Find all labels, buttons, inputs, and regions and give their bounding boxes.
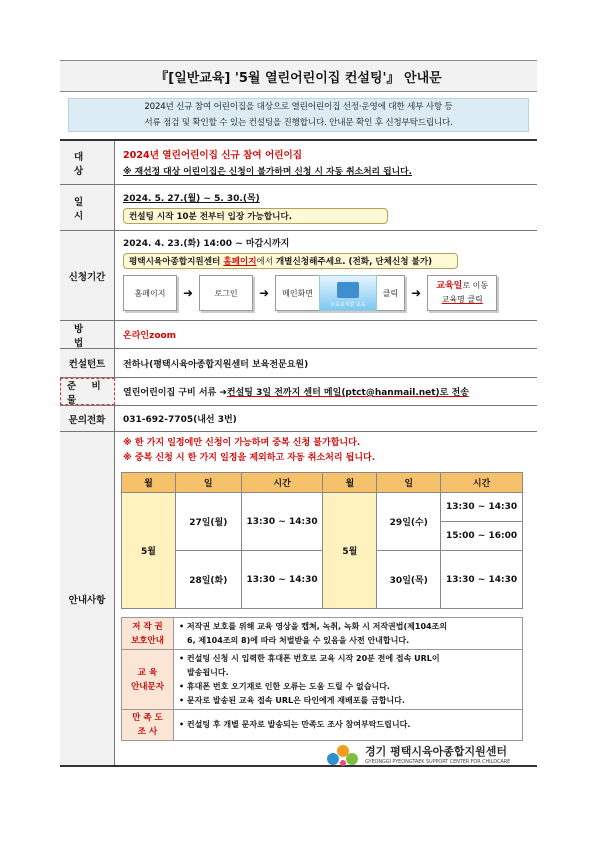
step-final (427, 275, 497, 311)
label-prep: 준 비 물 (60, 378, 115, 405)
final-click-name: 교육명 클릭 (441, 295, 483, 304)
note-label-2: 안내문자 (131, 681, 164, 692)
step-click-label: 클릭 (382, 288, 399, 298)
note-label-1: 만 족 도 (132, 713, 163, 723)
note-text (174, 710, 522, 740)
row-apply (60, 231, 537, 321)
label-date: 일 시 (60, 185, 115, 230)
schedule-table (121, 472, 523, 609)
final-move: 로 이동 (462, 281, 489, 290)
th-day-2: 일 (377, 473, 441, 493)
apply-note-pre: 평택시육아종합지원센터 (129, 257, 224, 267)
label-apply: 신청기간 (60, 231, 115, 320)
app-caption: 보육교직원 교육 (330, 302, 366, 308)
final-edu-day: 교육일 (436, 281, 463, 291)
day-cell: 27일(월) (175, 493, 241, 551)
row-target (60, 141, 537, 185)
arrow-icon: ➜ (411, 286, 422, 300)
note-label-2: 보호안내 (131, 635, 164, 646)
apply-note-individual: 개별신청 (275, 257, 310, 267)
intro-box (68, 98, 529, 132)
apply-note-post: 해주세요. (전화, 단체신청 불가) (309, 257, 433, 267)
page-title: 『[일반교육] '5월 열린어린이집 컨설팅'』 안내문 (60, 60, 537, 92)
consultant-value: 전하나(평택시육아종합지원센터 보육전문요원) (123, 359, 309, 370)
center-logo-icon (325, 739, 361, 769)
note-copyright (122, 618, 522, 650)
apply-flow (123, 275, 529, 311)
time-cell: 13:30 ~ 14:30 (241, 493, 323, 551)
label-target: 대 상 (60, 141, 115, 184)
time-cell: 13:30 ~ 14:30 (241, 551, 323, 609)
apply-note-mid: 에서 (256, 257, 276, 267)
apply-note (123, 253, 458, 269)
step-main-label: 메인화면 (282, 288, 314, 298)
note-text (174, 650, 522, 709)
apply-main: 2024. 4. 23.(화) 14:00 ~ 마감시까지 (123, 239, 290, 249)
apply-note-homepage: 홈페이지 (223, 257, 257, 267)
month-cell-2: 5월 (323, 493, 377, 609)
step-homepage: 홈페이지 (123, 275, 177, 311)
notes-box (121, 617, 523, 741)
time-cell: 13:30 ~ 14:30 (441, 493, 523, 522)
th-month-2: 월 (323, 473, 377, 493)
note-text (174, 618, 522, 649)
label-guide: 안내사항 (60, 432, 115, 765)
target-note: ※ 재선정 대상 어린이집은 신청이 불가하며 신청 시 자동 취소처리 됩니다. (123, 167, 412, 177)
row-method (60, 321, 537, 349)
target-main: 2024년 열린어린이집 신규 참여 어린이집 (123, 150, 303, 161)
intro-line-1: 2024년 신규 참여 어린이집을 대상으로 열린어린이집 선정·운영에 대한 세부 사항 등 (144, 102, 453, 112)
month-cell: 5월 (122, 493, 176, 609)
schedule-header-row (122, 473, 523, 493)
table-row (122, 493, 523, 522)
prep-pre: 열린어린이집 구비 서류 ➜ (123, 388, 227, 398)
note-line: • 저작권 보호를 위해 교육 영상을 캡쳐, 녹취, 녹화 시 저작권법(제104조의 (179, 622, 448, 631)
label-consultant: 컨설턴트 (60, 349, 115, 377)
row-date (60, 185, 537, 231)
intro-line-2: 서류 점검 및 확인할 수 있는 컨설팅을 진행합니다. 안내문 확인 후 신청부탁드립니다. (144, 118, 453, 128)
phone-value: 031-692-7705(내선 3번) (123, 415, 237, 425)
guide-warn-1: ※ 한 가지 일정에만 신청이 가능하며 중복 신청 불가합니다. (123, 438, 361, 448)
note-label (122, 710, 174, 740)
row-consultant (60, 349, 537, 378)
date-note: 컨설팅 시작 10분 전부터 입장 가능합니다. (123, 208, 388, 224)
day-cell: 28일(화) (175, 551, 241, 609)
note-label-1: 교 육 (137, 667, 158, 678)
table-row (122, 551, 523, 580)
note-line: • 컨설팅 후 개별 문자로 발송되는 만족도 조사 참여부탁드립니다. (179, 720, 411, 729)
time-cell: 15:00 ~ 16:00 (441, 522, 523, 551)
info-table (60, 139, 537, 767)
label-method: 방 법 (60, 321, 115, 348)
note-label-2: 조 사 (137, 727, 158, 737)
footer-center-name: 경기 평택시육아종합지원센터 (365, 745, 507, 758)
note-survey (122, 710, 522, 740)
label-phone: 문의전화 (60, 406, 115, 431)
time-cell: 13:30 ~ 14:30 (441, 551, 523, 609)
th-time-2: 시간 (441, 473, 523, 493)
date-main: 2024. 5. 27.(월) ~ 5. 30.(목) (123, 194, 260, 204)
guide-warn-2: ※ 중복 신청 시 한 가지 일정을 제외하고 자동 취소처리 됩니다. (123, 453, 376, 463)
note-line: 발송됩니다. (187, 668, 229, 677)
th-month: 월 (122, 473, 176, 493)
row-guide (60, 432, 537, 765)
note-line: • 컨설팅 신청 시 입력한 휴대폰 번호로 교육 시작 20분 전에 접속 URL이 (179, 654, 440, 663)
arrow-icon: ➜ (259, 286, 270, 300)
th-time: 시간 (241, 473, 323, 493)
footer-logo (325, 739, 510, 769)
prep-email-link[interactable]: 컨설팅 3일 전까지 센터 메일(ptct@hanmail.net)로 전송 (226, 388, 469, 398)
note-line: • 휴대폰 번호 오기재로 인한 오류는 도움 드릴 수 없습니다. (179, 682, 390, 691)
method-value: 온라인zoom (123, 331, 177, 341)
note-label (122, 650, 174, 709)
row-prep (60, 378, 537, 406)
teacher-education-menu-icon (319, 275, 377, 311)
note-line: 6, 제104조의 8)에 따라 처벌받을 수 있음을 사전 안내합니다. (187, 636, 410, 645)
note-line: • 문자로 발송된 교육 접속 URL은 타인에게 재배포를 금합니다. (179, 696, 405, 705)
note-sms (122, 650, 522, 710)
step-main-screen (275, 275, 405, 311)
row-phone (60, 406, 537, 432)
th-day: 일 (175, 473, 241, 493)
day-cell: 29일(수) (377, 493, 441, 551)
footer-center-eng: GYEONGGI PYEONGTAEK SUPPORT CENTER FOR CHILDCARE (365, 759, 511, 765)
arrow-icon: ➜ (183, 286, 194, 300)
note-label-1: 저 작 권 (132, 621, 163, 632)
day-cell: 30일(목) (377, 551, 441, 609)
step-login: 로그인 (199, 275, 253, 311)
note-label (122, 618, 174, 649)
